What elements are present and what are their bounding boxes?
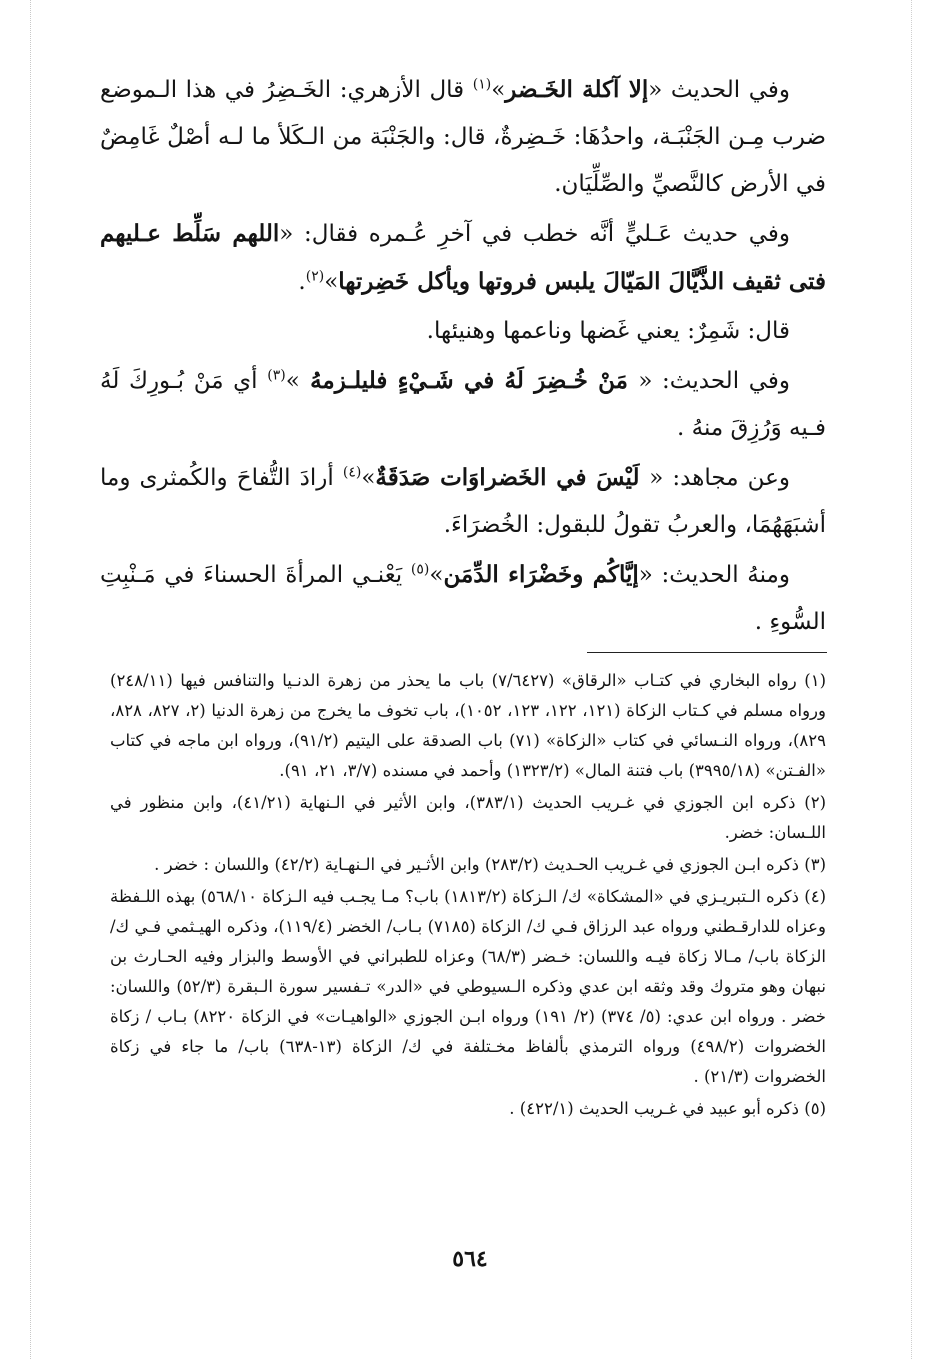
hadith-quote-5: لَيْسَ في الخَضراوَات صَدَقَةٌ bbox=[375, 464, 650, 491]
paragraph-3-text: قال: شَمِرٌ: يعني غَضها وناعمها وهنيئها. bbox=[426, 318, 790, 344]
paragraph-4 bbox=[100, 357, 826, 452]
paragraph-4-body: أي مَنْ بُـورِكَ لَهُ فـيه وَرُزِقَ منهُ . bbox=[100, 368, 826, 441]
footnote-1: (١) رواه البخاري في كتـاب «الرقاق» (٧/٦٤٢٧) باب ما يحذر من زهرة الدنـيا والتنافس فيها (٢٤٨/١١) ورواه مسلم في كـتاب الزكاة (١٢١، ١٢٢، ١٢٣، ١٠٥٢)، باب تخوف ما يخرج من زهرة الدنيا (٢، ٨٢٧، ٨٢٨، ٨٢٩)، ورواه النـسائي في كتاب «الزكاة» (٧١) باب الصدقة على اليتيم (٩١/٢)، ورواه ابن ماجه في كتاب «الفـتن» (٣٩٩٥/١٨) باب فتنة المال» (١٣٢٣/٢) وأحمد في مسنده (٣/٧، ٢١، ٩١). bbox=[110, 671, 826, 780]
footnote-ref-2: (٢) bbox=[305, 268, 325, 285]
paragraph-6 bbox=[100, 551, 826, 646]
hadith-quote-4: مَنْ خُـضِرَ لَهُ في شَـيْءٍ فليلـزمهُ bbox=[299, 367, 639, 394]
paragraph-5-body: أرادَ التُّفاحَ والكُمثرى وما أشبَهَهُمَا، والعربُ تقولُ للبقول: الخُضرَاءَ. bbox=[100, 465, 826, 538]
paragraph-2-body: . bbox=[298, 269, 306, 295]
hadith-quote-1: إلا آكلة الخَـضر bbox=[505, 76, 649, 103]
paragraph-2-intro: وفي حديث عَـليٍّ أنَّه خطب في آخرِ عُـمره فقال: « bbox=[279, 221, 790, 247]
paragraph-1-intro: وفي الحديث « bbox=[648, 77, 790, 103]
footnote-ref-3: (٣) bbox=[267, 367, 286, 384]
footnote-ref-5: (٥) bbox=[410, 561, 430, 578]
footnotes-section bbox=[110, 666, 826, 1126]
paragraph-2 bbox=[100, 210, 826, 306]
quote-close-6: » bbox=[429, 562, 444, 588]
footnote-ref-1: (١) bbox=[472, 76, 492, 93]
main-text-body bbox=[100, 66, 826, 646]
scan-edge-right bbox=[911, 0, 912, 1359]
footnote-5: (٥) ذكره أبو عبيد في غـريب الحديث (٤٢٢/١) . bbox=[509, 1099, 826, 1118]
paragraph-6-body: يَعْنـي المرأةَ الحسناءَ في مَـنْبِتِ السُّوءِ . bbox=[100, 562, 826, 635]
paragraph-5 bbox=[100, 454, 826, 549]
footnote-separator bbox=[587, 652, 827, 653]
hadith-quote-6: إيَّاكُم وخَضْرَاء الدِّمَن bbox=[443, 561, 639, 588]
quote-close-2: » bbox=[324, 269, 339, 295]
footnote-2: (٢) ذكره ابن الجوزي في غـريب الحديث (٣٨٣/١)، وابن الأثير في الـنهاية (٤١/٢١)، وابن منظور في اللـسان: خضر. bbox=[110, 793, 827, 842]
paragraph-6-intro: ومنهُ الحديث: « bbox=[638, 562, 790, 588]
quote-close-5: » bbox=[361, 465, 376, 491]
paragraph-3 bbox=[100, 308, 826, 355]
footnote-3: (٣) ذكره ابـن الجوزي في غـريب الحـديث (٢٨٣/٢) وابن الأثـير في الـنهـاية (٤٢/٢) واللسان : خضر . bbox=[154, 855, 826, 874]
hadith-quote-2: اللهم سَلِّط عـليهم فتى ثقيف الذَّيَّالَ المَيّالَ يلبس فروتها ويأكل خَضِرتها bbox=[100, 220, 826, 295]
paragraph-1-body: قال الأزهري: الخَـضِرُ في هذا الـموضع ضرب مِـن الجَنْبَـة، واحدُهَا: خَـضِرةٌ، قال: والجَنْبَة من الـكَلأ ما لـه أصْلٌ غَامِضٌ في الأرض كالنَّصيِّ والصِّلِّيَان. bbox=[100, 77, 826, 197]
page-number: ٥٦٤ bbox=[452, 1246, 488, 1272]
paragraph-5-intro: وعن مجاهد: « bbox=[649, 465, 790, 491]
paragraph-4-intro: وفي الحديث: « bbox=[638, 368, 790, 394]
footnote-4: (٤) ذكره الـتبريـزي في «المشكاة» ك/ الـزكاة (١٨١٣/٢) باب؟ مـا يجـب فيه الـزكاة ٥٦٨/١٠) بهذه اللـفظة وعزاه للدارقـطني ورواه عبد الرزاق فـي ك/ الزكاة (٧١٨٥) بـاب/ الخضر (١١٩/٤)، وذكره الهيـثمي فـي ك/ الزكاة باب/ مـالا زكاة فيـه واللسان: خـضر (٦٨/٣) وعزاه للطبراني في الأوسط والبزار وفيه الحـارث بن نبهان وهو متروك وقد وثقه ابن عدي وذكره الـسيوطي في «الدر» تـفسير سورة الـبقرة (٥٢/٣) واللسان: خضر . ورواه ابن عدي: (٥/ ٣٧٤) (٢/ ١٩١) ورواه ابـن الجوزي «الواهيـات» في الزكاة ٨٢٢٠) بـاب / زكاة الخضروات (٤٩٨/٢) ورواه الترمذي بألفاظ مخـتلفة في ك/ الزكاة (١٣-٦٣٨) باب/ ما جاء في زكاة الخضروات (٢١/٣) . bbox=[110, 887, 827, 1086]
footnote-ref-4: (٤) bbox=[342, 464, 362, 481]
scan-edge-left bbox=[30, 0, 31, 1359]
paragraph-1 bbox=[100, 66, 826, 208]
quote-close-4: » bbox=[285, 368, 300, 394]
quote-close-1: » bbox=[491, 77, 506, 103]
